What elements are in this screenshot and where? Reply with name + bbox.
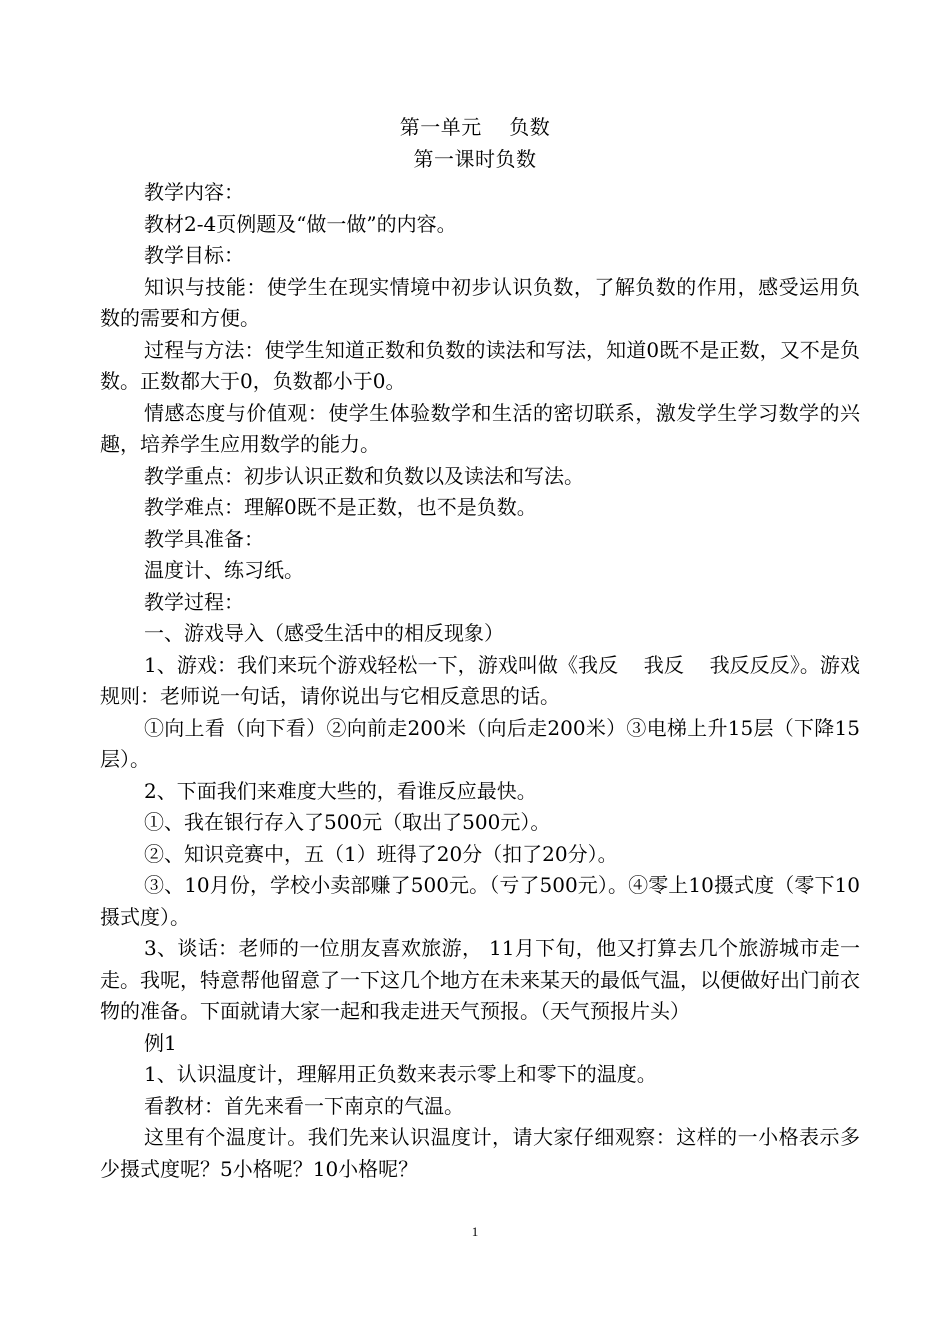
paragraph: 教学过程：: [144, 589, 244, 614]
paragraph: 知识与技能：使学生在现实情境中初步认识负数，了解负数的作用，感受运用负数的需要和方便。: [100, 274, 860, 330]
paragraph: 3、谈话：老师的一位朋友喜欢旅游， 11月下旬，他又打算去几个旅游城市走一走。我呢，特意帮他留意了一下这几个地方在未来某天的最低气温，以便做好出门前衣物的准备。下面就请大家一起和我走进天气预报。（天气预报片头）: [100, 936, 860, 1023]
paragraph: ①、我在银行存入了500元（取出了500元）。: [144, 810, 551, 834]
paragraph: 温度计、练习纸。: [144, 558, 304, 582]
paragraph: ③、10月份，学校小卖部赚了500元。（亏了500元）。④零上10摄式度（零下10摄式度）。: [100, 873, 860, 929]
page-number: 1: [471, 1224, 479, 1239]
paragraph: 1、游戏：我们来玩个游戏轻松一下，游戏叫做《我反 我反 我反反反》。游戏规则：老师说一句话，请你说出与它相反意思的话。: [100, 652, 860, 708]
paragraph: ①向上看（向下看）②向前走200米（向后走200米）③电梯上升15层（下降15层）。: [100, 715, 860, 771]
paragraph: 一、游戏导入（感受生活中的相反现象）: [144, 621, 504, 645]
paragraph: 这里有个温度计。我们先来认识温度计，请大家仔细观察：这样的一小格表示多少摄式度呢？5小格呢？10小格呢？: [100, 1125, 860, 1181]
lesson-title: 第一课时负数: [413, 147, 537, 171]
unit-title: 第一单元 负数: [399, 115, 551, 139]
paragraph: 教学难点：理解0既不是正数，也不是负数。: [144, 495, 537, 519]
paragraph: 1、认识温度计，理解用正负数来表示零上和零下的温度。: [144, 1062, 657, 1086]
paragraph: 教学具准备：: [144, 526, 264, 551]
paragraph: ②、知识竞赛中，五（1）班得了20分（扣了20分）。: [144, 841, 618, 866]
paragraph: 教学目标：: [144, 243, 244, 267]
paragraph: 教学内容：: [144, 180, 244, 204]
paragraph: 教学重点：初步认识正数和负数以及读法和写法。: [144, 463, 584, 488]
paragraph: 教材2-4页例题及“做一做”的内容。: [144, 211, 457, 236]
paragraph: 情感态度与价值观：使学生体验数学和生活的密切联系，激发学生学习数学的兴趣，培养学生应用数学的能力。: [100, 400, 860, 456]
paragraph: 2、下面我们来难度大些的，看谁反应最快。: [144, 778, 537, 803]
paragraph: 例1: [144, 1030, 177, 1055]
paragraph: 看教材：首先来看一下南京的气温。: [144, 1093, 464, 1118]
paragraph: 过程与方法：使学生知道正数和负数的读法和写法，知道0既不是正数，又不是负数。正数都大于0，负数都小于0。: [100, 337, 860, 393]
document-body: [100, 177, 860, 1185]
